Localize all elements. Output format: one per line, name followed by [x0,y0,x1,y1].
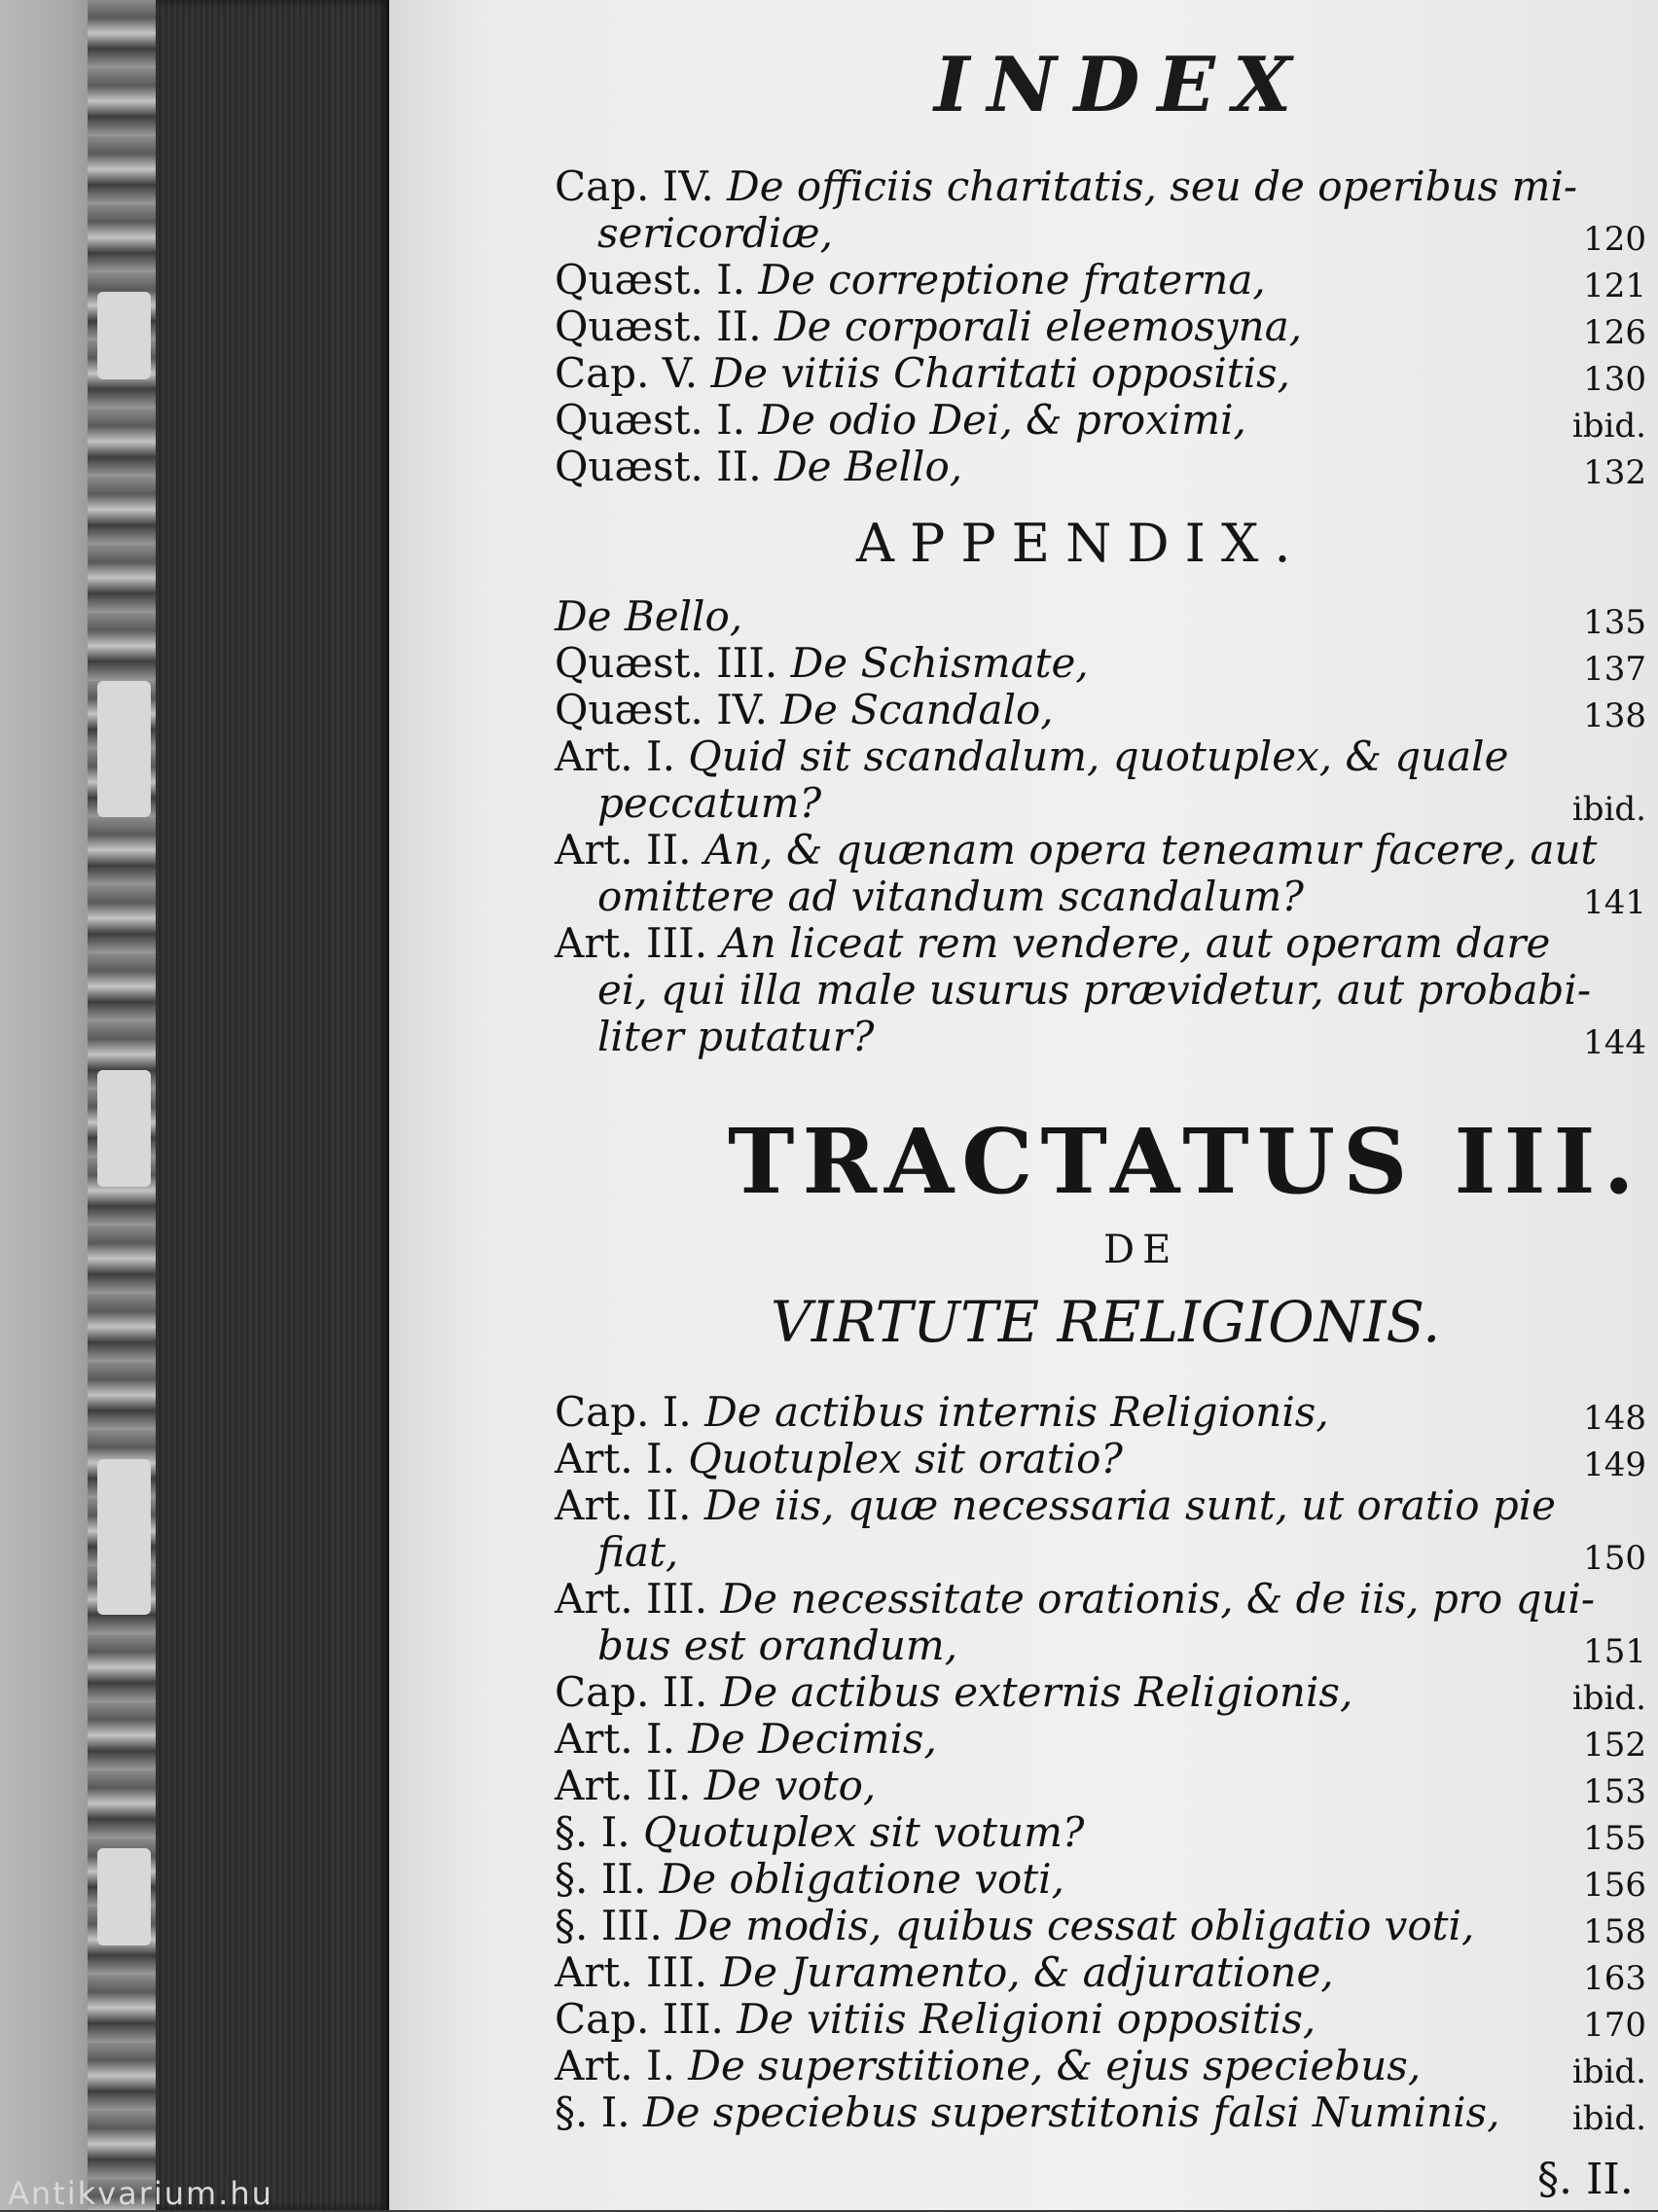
page-number: 135 [1583,603,1646,642]
index-entry [555,397,1654,444]
entry-label: Cap. V. [555,349,711,397]
entry-title: De necessitate orationis, & de iis, pro qui- [720,1575,1596,1623]
index-entry [555,1809,1654,1856]
index-entry [555,640,1654,687]
page-number: 141 [1583,883,1646,922]
entry-line [555,733,1654,780]
entry-label: Quæst. III. [555,639,791,687]
index-entry [555,1576,1654,1669]
spine-wear [97,1848,151,1945]
entry-title: De Bello, [774,443,963,490]
page-number: 137 [1583,650,1646,689]
entry-title: De iis, quæ necessaria sunt, ut oratio pie [703,1481,1557,1529]
entry-title: De Decimis, [688,1715,937,1763]
page-number: 144 [1583,1023,1646,1062]
entry-continuation: omittere ad vitandum scandalum? [597,873,1304,920]
index-entry [555,593,1654,640]
entry-title: De odio Dei, & proximi, [758,396,1246,444]
entry-continuation: bus est orandum, [597,1622,958,1669]
entry-title: De Juramento, & adjuratione, [720,1948,1334,1996]
index-entry [555,1389,1654,1436]
catchword: §. II. [1537,2155,1634,2204]
entry-title: De vitiis Charitati oppositis, [710,349,1290,397]
entry-line [555,2043,1654,2089]
entry-line [555,1576,1654,1623]
index-entry [555,827,1654,920]
index-entry [555,1949,1654,1996]
index-entry [555,1716,1654,1763]
page-number: 150 [1583,1539,1646,1578]
entry-line [555,1903,1654,1949]
entry-label: §. I. [555,1808,643,1856]
entry-title: An, & quænam opera teneamur facere, aut [703,826,1598,874]
entry-line [555,163,1654,210]
entry-title: De corporali eleemosyna, [774,303,1303,350]
entry-continuation: ei, qui illa male usurus prævidetur, aut probabi- [597,966,1592,1014]
index-entry [555,2089,1654,2136]
page-number: ibid. [1571,2052,1646,2091]
tractatus-heading: TRACTATUS III. [728,1109,1642,1214]
entry-label: Quæst. II. [555,443,775,490]
entry-title: Quotuplex sit votum? [643,1808,1085,1856]
entry-title: De correptione fraterna, [758,256,1266,303]
entry-label: Art. III. [555,1575,721,1623]
index-entry [555,1996,1654,2043]
entry-label: Cap. IV. [555,162,728,210]
entry-line [555,1809,1654,1856]
entry-title: De modis, quibus cessat obligatio voti, [675,1902,1475,1949]
entry-label: Art. I. [555,732,689,780]
entry-title: De Bello, [555,592,743,640]
page-number: 153 [1583,1772,1646,1811]
index-entry [555,1903,1654,1949]
entry-continuation: fiat, [597,1528,679,1576]
entry-line [555,1436,1654,1482]
page-number: 152 [1583,1726,1646,1765]
page-number: 155 [1583,1819,1646,1858]
page-edge-block [156,0,389,2210]
page-number: 158 [1583,1912,1646,1951]
page-title: INDEX [934,41,1310,129]
index-entry [555,163,1654,257]
spine-wear [97,292,151,379]
entry-title: De actibus externis Religionis, [720,1668,1353,1716]
entry-title: Quotuplex sit oratio? [688,1435,1123,1482]
page-number: 148 [1583,1399,1646,1438]
entry-label: Cap. III. [555,1995,738,2043]
entry-label: Art. I. [555,1715,689,1763]
entry-line [555,827,1654,874]
entry-label: Art. III. [555,1948,721,1996]
index-entry [555,687,1654,733]
entry-continuation: peccatum? [597,779,822,827]
index-entry [555,2043,1654,2089]
page-number: ibid. [1571,2099,1646,2138]
entry-line [555,257,1654,303]
index-entry [555,1763,1654,1809]
entry-line [555,444,1654,490]
page-number: 151 [1583,1632,1646,1671]
entry-title: De superstitione, & ejus speciebus, [688,2042,1422,2089]
entry-line [555,397,1654,444]
index-entry [555,920,1654,1060]
entry-title: Quid sit scandalum, quotuplex, & quale [688,732,1509,780]
page-number: ibid. [1571,1679,1646,1718]
entry-label: Quæst. I. [555,256,759,303]
index-entry [555,444,1654,490]
entry-line [555,1482,1654,1529]
page-number: 120 [1583,220,1646,259]
entry-label: Art. II. [555,1481,704,1529]
entry-line [555,1669,1654,1716]
entry-title: De vitiis Religioni oppositis, [737,1995,1316,2043]
entry-label: Quæst. IV. [555,686,781,733]
entry-line [555,920,1654,967]
entry-label: Cap. I. [555,1388,705,1436]
entry-line [555,1996,1654,2043]
index-entry [555,350,1654,397]
index-entry [555,1482,1654,1576]
entry-label: Art. II. [555,1762,704,1809]
index-entry [555,257,1654,303]
entry-title: De Schismate, [790,639,1089,687]
entry-label: Quæst. I. [555,396,759,444]
entry-line [555,350,1654,397]
entry-line [555,1716,1654,1763]
page-number: 138 [1583,696,1646,735]
index-entry [555,733,1654,827]
entry-label: §. I. [555,2088,643,2136]
entry-title: De voto, [703,1762,877,1809]
watermark: Antikvarium.hu [8,2175,273,2212]
entry-line [555,1763,1654,1809]
page-number: 163 [1583,1959,1646,1998]
de-heading: DE [1103,1228,1179,1272]
entry-line [555,2089,1654,2136]
page-number: 132 [1583,453,1646,492]
entry-title: De officiis charitatis, seu de operibus mi- [727,162,1578,210]
entry-line [555,303,1654,350]
page-number: ibid. [1571,790,1646,829]
index-entry [555,303,1654,350]
entry-line [555,1389,1654,1436]
appendix-heading: APPENDIX. [856,513,1307,574]
virtute-heading: VIRTUTE RELIGIONIS. [771,1289,1441,1355]
entry-title: An liceat rem vendere, aut operam dare [720,919,1551,967]
entry-label: Cap. II. [555,1668,721,1716]
entry-label: §. II. [555,1855,660,1903]
page-number: 126 [1583,313,1646,352]
index-entry [555,1436,1654,1482]
page-number: ibid. [1571,407,1646,446]
spine-wear [97,1459,151,1615]
page-number: 121 [1583,267,1646,305]
entry-continuation: liter putatur? [597,1013,875,1060]
entry-title: De obligatione voti, [659,1855,1064,1903]
index-entry [555,1856,1654,1903]
page-number: 149 [1583,1445,1646,1484]
page-number: 170 [1583,2006,1646,2045]
entry-title: De actibus internis Religionis, [704,1388,1329,1436]
entry-line [555,687,1654,733]
entry-line [555,640,1654,687]
entry-label: §. III. [555,1902,676,1949]
spine-wear [97,681,151,817]
spine-wear [97,1070,151,1187]
page-number: 156 [1583,1866,1646,1905]
entry-label: Art. I. [555,2042,689,2089]
entry-line [555,1949,1654,1996]
entry-line [555,1856,1654,1903]
entry-label: Art. I. [555,1435,689,1482]
entry-label: Art. III. [555,919,721,967]
entry-title: De Scandalo, [780,686,1054,733]
entry-title: De speciebus superstitonis falsi Numinis, [643,2088,1500,2136]
entry-line [555,593,1654,640]
entry-label: Quæst. II. [555,303,775,350]
page-number: 130 [1583,360,1646,399]
index-entry [555,1669,1654,1716]
entry-label: Art. II. [555,826,704,874]
entry-continuation: sericordiæ, [597,209,833,257]
